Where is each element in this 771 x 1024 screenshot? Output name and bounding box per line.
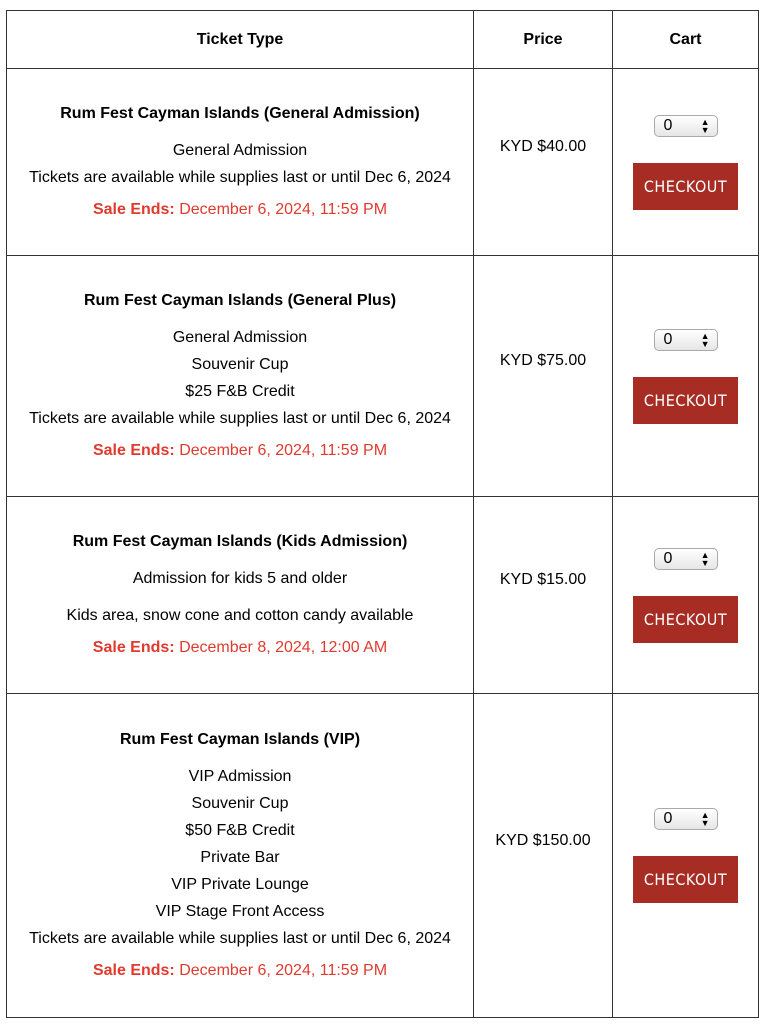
quantity-value: 0	[663, 116, 673, 134]
sale-ends-date: December 6, 2024, 11:59 PM	[179, 962, 388, 979]
checkout-button[interactable]: CHECKOUT	[633, 377, 738, 424]
cart-cell	[613, 694, 759, 1018]
ticket-price-cell	[474, 256, 613, 497]
ticket-detail: Kids area, snow cone and cotton candy available	[66, 607, 414, 624]
header-row	[7, 11, 759, 69]
ticket-row	[7, 256, 759, 497]
ticket-detail: General Admission	[172, 142, 308, 159]
ticket-detail: $25 F&B Credit	[185, 383, 295, 400]
cart-cell	[613, 256, 759, 497]
select-arrows-icon: ▲ ▼	[700, 330, 710, 349]
ticket-price-cell	[474, 497, 613, 694]
ticket-detail: VIP Private Lounge	[171, 876, 309, 893]
ticket-detail: Admission for kids 5 and older	[132, 570, 348, 587]
checkout-button[interactable]: CHECKOUT	[633, 596, 738, 643]
ticket-detail: Tickets are available while supplies last or until Dec 6, 2024	[29, 169, 451, 186]
select-arrows-icon: ▲ ▼	[700, 116, 710, 135]
ticket-detail: Tickets are available while supplies last or until Dec 6, 2024	[29, 930, 451, 947]
ticket-price: KYD $15.00	[499, 571, 587, 588]
ticket-detail: $50 F&B Credit	[185, 822, 295, 839]
sale-ends-label: Sale Ends:	[92, 962, 175, 979]
ticket-price-cell	[474, 694, 613, 1018]
ticket-description	[7, 69, 474, 256]
quantity-value: 0	[663, 330, 673, 348]
ticket-price: KYD $75.00	[499, 352, 587, 369]
quantity-select[interactable]	[654, 329, 718, 351]
sale-ends-label: Sale Ends:	[92, 639, 175, 656]
checkout-button[interactable]: CHECKOUT	[633, 856, 738, 903]
sale-ends-date: December 6, 2024, 11:59 PM	[179, 442, 388, 459]
sale-ends-label: Sale Ends:	[92, 201, 175, 218]
ticket-name: Rum Fest Cayman Islands (General Plus)	[83, 292, 397, 309]
cart-cell	[613, 69, 759, 256]
ticket-name: Rum Fest Cayman Islands (Kids Admission)	[72, 533, 408, 550]
ticket-price: KYD $40.00	[499, 138, 587, 155]
quantity-select[interactable]	[654, 548, 718, 570]
ticket-row	[7, 497, 759, 694]
ticket-price: KYD $150.00	[495, 831, 591, 849]
sale-ends-label: Sale Ends:	[92, 442, 175, 459]
header-price: Price	[474, 11, 613, 69]
cart-cell	[613, 497, 759, 694]
ticket-detail: Private Bar	[200, 849, 280, 866]
header-ticket-type: Ticket Type	[7, 11, 474, 69]
checkout-button[interactable]: CHECKOUT	[633, 163, 738, 210]
ticket-name: Rum Fest Cayman Islands (VIP)	[119, 731, 361, 748]
ticket-detail: Tickets are available while supplies last or until Dec 6, 2024	[29, 410, 451, 427]
ticket-description	[7, 497, 474, 694]
quantity-select[interactable]	[654, 808, 718, 830]
ticket-detail: General Admission	[172, 329, 308, 346]
quantity-value: 0	[663, 549, 673, 567]
sale-ends	[7, 639, 473, 657]
ticket-price-cell	[474, 69, 613, 256]
ticket-detail: Souvenir Cup	[191, 795, 289, 812]
header-cart: Cart	[613, 11, 759, 69]
sale-ends	[7, 201, 473, 219]
ticket-detail: VIP Stage Front Access	[155, 903, 325, 920]
sale-ends	[7, 442, 473, 460]
select-arrows-icon: ▲ ▼	[700, 810, 710, 828]
select-arrows-icon: ▲ ▼	[700, 549, 710, 568]
quantity-value: 0	[663, 810, 673, 827]
ticket-detail: Souvenir Cup	[191, 356, 289, 373]
sale-ends	[7, 962, 473, 980]
sale-ends-date: December 6, 2024, 11:59 PM	[179, 201, 388, 218]
ticket-row	[7, 69, 759, 256]
ticket-description	[7, 694, 474, 1018]
ticket-detail: VIP Admission	[188, 768, 292, 785]
ticket-table	[6, 10, 759, 1018]
sale-ends-date: December 8, 2024, 12:00 AM	[179, 639, 388, 656]
ticket-description	[7, 256, 474, 497]
ticket-name: Rum Fest Cayman Islands (General Admission)	[60, 105, 420, 122]
quantity-select[interactable]	[654, 115, 718, 137]
ticket-row	[7, 694, 759, 1018]
